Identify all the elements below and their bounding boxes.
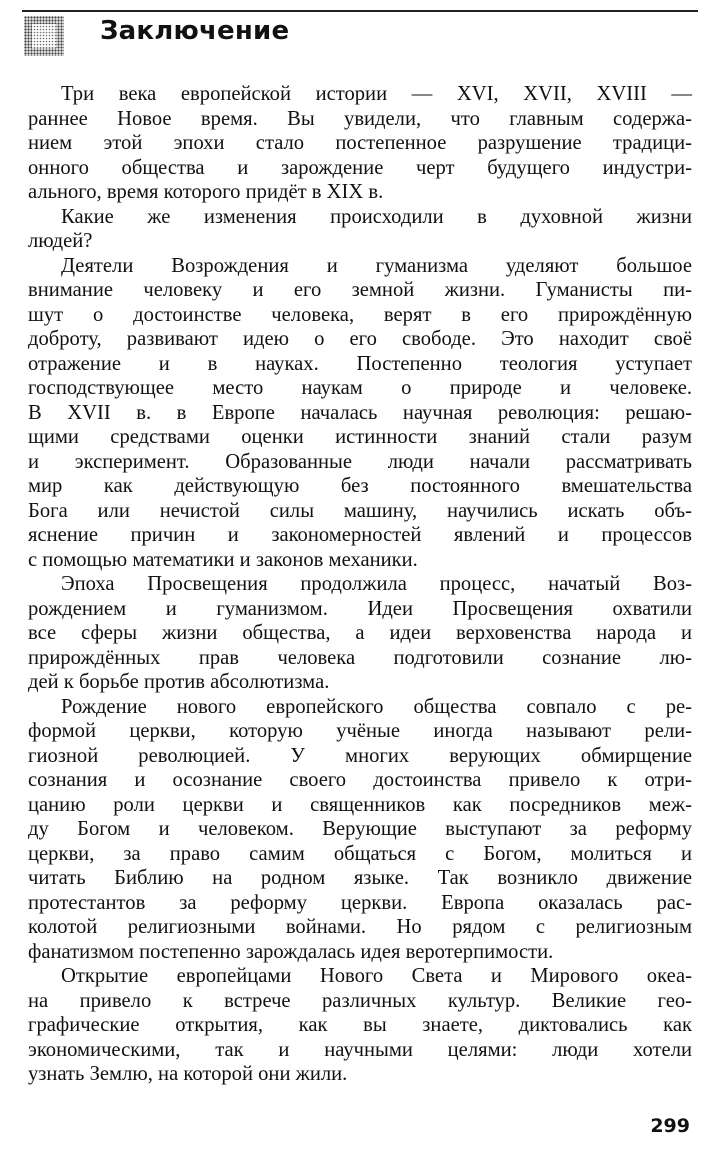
text-line: на привело к встрече различных культур. Великие гео- bbox=[28, 989, 692, 1012]
text-line: узнать Землю, на которой они жили. bbox=[28, 1063, 348, 1085]
text-line: отражение и в науках. Постепенно теология уступает bbox=[28, 352, 692, 375]
section-title: Заключение bbox=[100, 16, 290, 46]
text-line: нием этой эпохи стало постепенное разрушение традици- bbox=[28, 132, 692, 154]
text-line: шут о достоинстве человека, верят в его прирождённую bbox=[28, 303, 692, 326]
text-line: читать Библию на родном языке. Так возникло движение bbox=[28, 867, 692, 889]
text-line: щими средствами оценки истинности знаний стали разум bbox=[28, 426, 692, 448]
text-line: формой церкви, которую учёные иногда называют рели- bbox=[28, 720, 692, 742]
text-line: и эксперимент. Образованные люди начали рассматривать bbox=[28, 450, 692, 473]
text-line: людей? bbox=[28, 230, 93, 252]
text-line: Бога или нечистой силы машину, научились искать объ- bbox=[28, 499, 692, 522]
text-line: В XVII в. в Европе началась научная революция: решаю- bbox=[28, 401, 692, 424]
text-line: Открытие европейцами Нового Света и Мирового океа- bbox=[61, 965, 692, 987]
text-line: церкви, за право самим общаться с Богом, молиться и bbox=[28, 842, 692, 865]
text-line: господствующее место наукам о природе и человеке. bbox=[28, 377, 692, 399]
text-line: протестантов за реформу церкви. Европа оказалась рас- bbox=[28, 891, 692, 914]
text-line: Эпоха Просвещения продолжила процесс, начатый Воз- bbox=[61, 573, 692, 595]
text-line: сознания и осознание своего достоинства привело к отри- bbox=[28, 769, 692, 791]
text-line: экономическими, так и научными целями: люди хотели bbox=[28, 1038, 692, 1061]
header-rule bbox=[22, 10, 698, 12]
text-line: графические открытия, как вы знаете, диктовались как bbox=[28, 1014, 692, 1036]
text-line: Три века европейской истории — XVI, XVII, XVIII — bbox=[61, 83, 692, 105]
text-line: раннее Новое время. Вы увидели, что главным содержа- bbox=[28, 107, 692, 130]
text-line: дей к борьбе против абсолютизма. bbox=[28, 671, 330, 693]
text-line: гиозной революцией. У многих верующих обмирщение bbox=[28, 744, 692, 767]
body-text bbox=[28, 82, 692, 1087]
text-line: доброту, развивают идею о его свободе. Это находит своё bbox=[28, 328, 692, 350]
text-line: внимание человеку и его земной жизни. Гуманисты пи- bbox=[28, 279, 692, 301]
text-line: Рождение нового европейского общества совпало с ре- bbox=[61, 695, 692, 718]
text-line: Деятели Возрождения и гуманизма уделяют большое bbox=[61, 254, 692, 277]
text-line: ального, время которого придёт в XIX в. bbox=[28, 181, 384, 203]
halftone-square-icon bbox=[24, 16, 64, 56]
text-line: фанатизмом постепенно зарождалась идея веротерпимости. bbox=[28, 940, 554, 963]
text-line: цанию роли церкви и священников как посредников меж- bbox=[28, 793, 692, 816]
text-line: все сферы жизни общества, а идеи верховенства народа и bbox=[28, 622, 692, 644]
text-line: прирождённых прав человека подготовили сознание лю- bbox=[28, 646, 692, 669]
text-line: ду Богом и человеком. Верующие выступают за реформу bbox=[28, 818, 692, 840]
text-line: яснение причин и закономерностей явлений и процессов bbox=[28, 524, 692, 546]
text-line: рождением и гуманизмом. Идеи Просвещения охватили bbox=[28, 597, 692, 620]
text-line: Какие же изменения происходили в духовной жизни bbox=[61, 205, 692, 228]
text-line: мир как действующую без постоянного вмешательства bbox=[28, 475, 692, 497]
text-line: колотой религиозными войнами. Но рядом с религиозным bbox=[28, 916, 692, 938]
text-line: онного общества и зарождение черт будущего индустри- bbox=[28, 156, 692, 179]
text-line: с помощью математики и законов механики. bbox=[28, 548, 418, 571]
page-number: 299 bbox=[650, 1115, 690, 1137]
